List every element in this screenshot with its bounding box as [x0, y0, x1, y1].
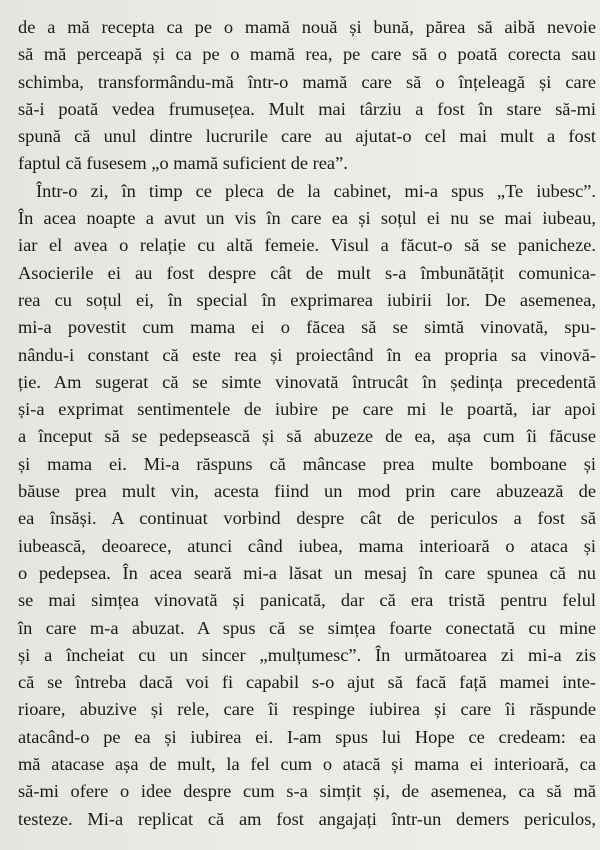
text-line: și mama ei. Mi-a răspuns că mâncase prea multe bomboane și — [18, 453, 596, 474]
text-line: în care m-a abuzat. A spus că se simțea foarte conectată cu mine — [18, 617, 596, 638]
text-line: mi-a povestit cum mama ei o făcea să se simtă vinovată, spu- — [18, 317, 596, 338]
text-line: băuse prea mult vin, acesta fiind un mod prin care abuzează de — [18, 481, 596, 502]
text-line: ție. Am sugerat că se simte vinovată întrucât în ședința precedentă — [18, 371, 596, 392]
text-line: nându-i constant că este rea și proiectând în ea propria sa vinovă- — [18, 344, 596, 365]
text-line: iubească, deoarece, atunci când iubea, mama interioară o ataca și — [18, 535, 596, 556]
text-line: atacând-o pe ea și iubirea ei. I-am spus lui Hope ce credeam: ea — [18, 726, 596, 747]
text-line: să-mi ofere o idee despre cum s-a simțit și, de asemenea, ca să mă — [18, 781, 596, 802]
body-text — [0, 14, 600, 833]
text-line: testeze. Mi-a replicat că am fost angajați într-un demers periculos, — [18, 808, 596, 829]
text-line: ea însăși. A continuat vorbind despre cât de periculos a fost să — [18, 508, 596, 529]
text-line: rea cu soțul ei, în special în exprimarea iubirii lor. De asemenea, — [18, 289, 596, 310]
text-line: și a încheiat cu un sincer „mulțumesc”. În următoarea zi mi-a zis — [18, 644, 596, 665]
text-line: Asocierile ei au fost despre cât de mult s-a îmbunătățit comunica- — [18, 262, 596, 283]
text-line: În acea noapte a avut un vis în care ea și soțul ei nu se mai iubeau, — [18, 208, 596, 229]
text-line: schimba, transformându-mă într-o mamă care să o înțeleagă și care — [18, 71, 596, 92]
text-line: de a mă recepta ca pe o mamă nouă și bună, părea să aibă nevoie — [18, 17, 596, 37]
text-line: se mai simțea vinovată și panicată, dar că era tristă pentru felul — [18, 590, 596, 611]
text-line: o pedepsea. În acea seară mi-a lăsat un mesaj în care spunea că nu — [18, 562, 596, 583]
text-line: să mă perceapă și ca pe o mamă rea, pe care să o poată corecta sau — [18, 44, 596, 65]
text-line: mă atacase așa de mult, la fel cum o atacă și mama ei interioară, ca — [18, 754, 596, 775]
text-line: iar el avea o relație cu altă femeie. Visul a făcut-o să se panicheze. — [18, 235, 596, 256]
text-line: că se întreba dacă voi fi capabil s-o ajut să facă față mamei inte- — [18, 672, 596, 693]
text-line: spună că unul dintre lucrurile care au ajutat-o cel mai mult a fost — [18, 126, 596, 147]
text-line: a început să se pedepsească și să abuzeze de ea, așa cum îi făcuse — [18, 426, 596, 447]
text-line: faptul că fusesem „o mamă suficient de rea”. — [18, 153, 348, 174]
text-line: să-i poată vedea frumusețea. Mult mai târziu a fost în stare să-mi — [18, 98, 596, 119]
text-line: și-a exprimat sentimentele de iubire pe care mi le poartă, iar apoi — [18, 399, 596, 420]
text-line: rioare, abuzive și rele, care îi respinge iubirea și care îi răspunde — [18, 699, 596, 720]
paragraph-first-line: Într-o zi, în timp ce pleca de la cabinet, mi-a spus „Te iubesc”. — [36, 180, 596, 201]
